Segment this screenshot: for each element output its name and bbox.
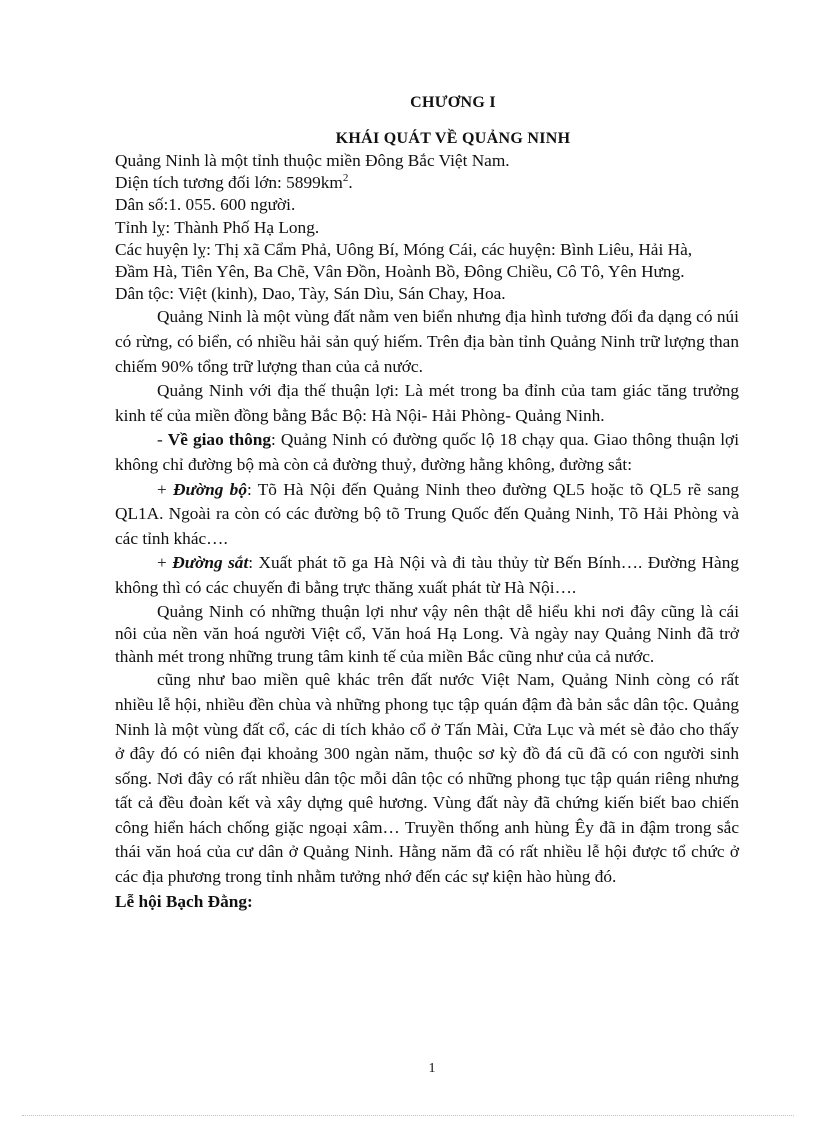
- bullet-dash: -: [157, 430, 168, 450]
- chapter-heading: CHƯƠNG I: [410, 94, 496, 111]
- fact-line-area: [115, 172, 739, 194]
- fact-line: Các huyện lỵ: Thị xã Cẩm Phả, Uông Bí, Móng Cái, các huyện: Bình Liêu, Hải Hà,: [115, 239, 693, 259]
- section-heading: Lễ hội Bạch Đằng:: [115, 891, 253, 911]
- paragraph-culture: Quảng Ninh có những thuận lợi như vậy nên thật dễ hiểu khi nơi đây cũng là cái nôi của nền văn hoá người Việt cổ, Văn hoá Hạ Long. Và ngày nay Quảng Ninh đã trở thành mét trong những trung tâm kinh tế của miền Bắc cũng như của cả nước.: [115, 601, 739, 666]
- page-bottom-divider: [22, 1115, 794, 1116]
- fact-line: Tỉnh lỵ: Thành Phố Hạ Long.: [115, 217, 320, 237]
- paragraph-rail: [115, 551, 739, 600]
- road-text: : Tõ Hà Nội đến Quảng Ninh theo đường QL5 hoặc tõ QL5 rẽ sang QL1A. Ngoài ra còn có các đường bộ tõ Trung Quốc đến Quảng Ninh, Tõ Hải Phòng và các tỉnh khác….: [115, 479, 739, 548]
- bullet-plus: +: [157, 553, 173, 573]
- fact-line: Dân số:1. 055. 600 người.: [115, 195, 296, 215]
- road-label: Đường bộ: [173, 479, 247, 499]
- transport-text: : Quảng Ninh có đường quốc lộ 18 chạy qua. Giao thông thuận lợi không chỉ đường bộ mà còn cả đường thuỷ, đường hằng không, đường sắt:: [115, 430, 739, 474]
- rail-label: Đường sắt: [172, 553, 249, 573]
- paragraph-geography: Quảng Ninh là một vùng đất nằm ven biển nhưng địa hình tương đối đa dạng có núi có rừng, có biển, có nhiều hải sản quý hiếm. Trên địa bàn tỉnh Quảng Ninh trữ lượng than chiếm 90% tổng trữ lượng than của cả nước.: [115, 307, 739, 376]
- chapter-title: KHÁI QUÁT VỀ QUẢNG NINH: [335, 130, 571, 147]
- fact-line: Quảng Ninh là một tỉnh thuộc miền Đông Bắc Việt Nam.: [115, 151, 510, 170]
- page-number: 1: [428, 1061, 436, 1076]
- rail-text: : Xuất phát tõ ga Hà Nội và đi tàu thủy từ Bến Bính…. Đường Hàng không thì có các chuyến đi bằng trực thăng xuất phát từ Hà Nội….: [115, 553, 739, 597]
- paragraph-festivals: cũng như bao miền quê khác trên đất nước Việt Nam, Quảng Ninh còng có rất nhiều lễ hội, nhiều đền chùa và những phong tục tập quán đậm đà bản sắc dân tộc. Quảng Ninh là một vùng đất cổ, các di tích khảo cổ ở Tấn Mài, Cửa Lục và mét sè đảo cho thấy ở đây đó có niên đại khoảng 300 ngàn năm, thuộc sơ kỳ đồ đá cũ đã có con người sinh sống. Nơi đây có rất nhiều dân tộc mỗi dân tộc có những phong tục tập quán riêng nhưng tất cả đều đoàn kết và xây dựng quê hương. Vùng đất này đã chứng kiến biết bao chiến công hiển hách chống giặc ngoại xâm… Truyền thống anh hùng Êy đã in đậm trong sắc thái văn hoá của cư dân ở Quảng Ninh. Hằng năm đã có rất nhiều lễ hội được tổ chức ở các địa phương trong tỉnh nhằm tưởng nhớ đến các sự kiện hào hùng đó.: [115, 670, 739, 887]
- area-end: .: [348, 173, 353, 193]
- area-superscript: 2: [342, 172, 349, 185]
- fact-line: Dân tộc: Việt (kinh), Dao, Tày, Sán Dìu, Sán Chay, Hoa.: [115, 284, 506, 304]
- fact-line: Đầm Hà, Tiên Yên, Ba Chẽ, Vân Đồn, Hoành Bồ, Đông Chiều, Cô Tô, Yên Hưng.: [115, 262, 685, 282]
- paragraph-transport: [115, 428, 739, 477]
- bullet-plus: +: [157, 479, 174, 499]
- transport-label: Về giao thông: [167, 430, 272, 450]
- paragraph-road: [115, 478, 739, 552]
- page-body: [115, 94, 739, 914]
- paragraph-location: Quảng Ninh với địa thế thuận lợi: Là mét trong ba đỉnh của tam giác tăng trưởng kinh tế của miền đồng bằng Bắc Bộ: Hà Nội- Hải Phòng- Quảng Ninh.: [115, 381, 739, 425]
- area-text: Diện tích tương đối lớn: 5899km: [115, 173, 343, 193]
